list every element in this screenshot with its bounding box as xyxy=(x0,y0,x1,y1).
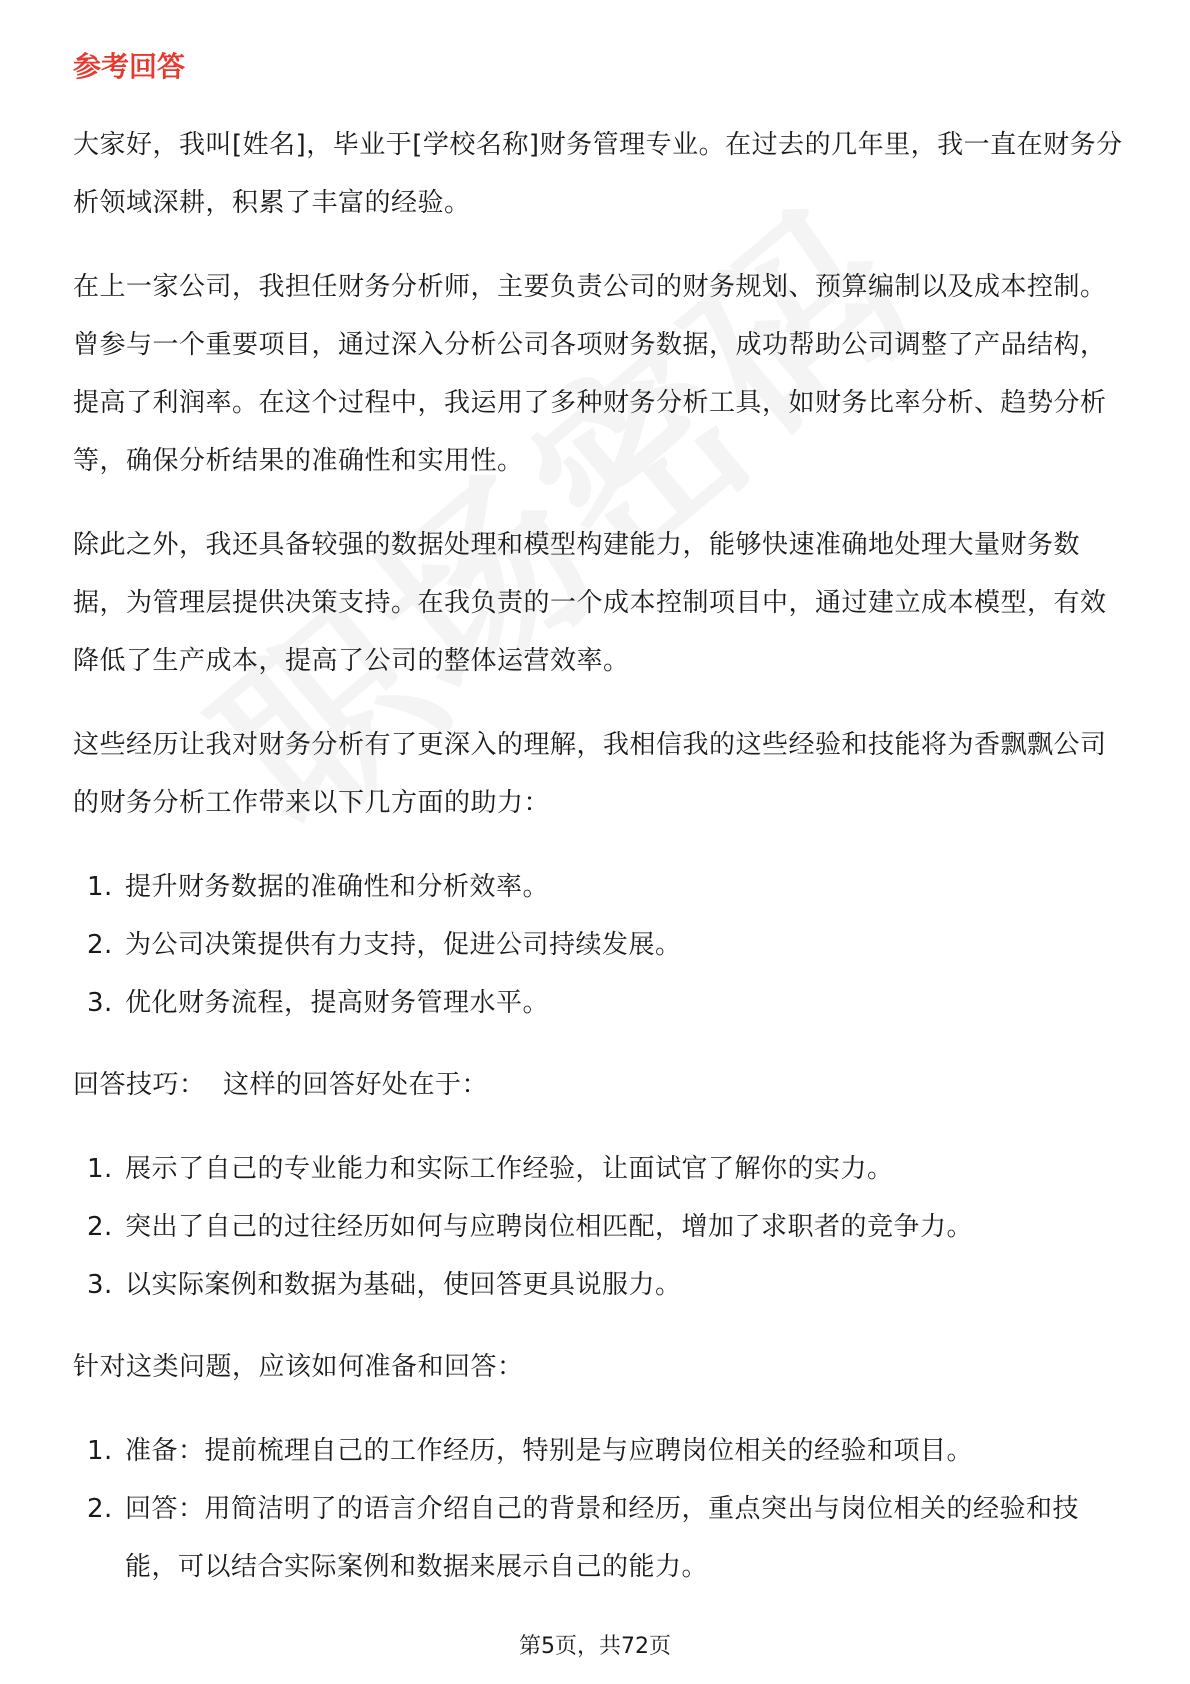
page-number: 第5页，共72页 xyxy=(519,1634,671,1659)
list-item: 1. 提升财务数据的准确性和分析效率。 xyxy=(87,872,550,902)
list-item: 2. 回答：用简洁明了的语言介绍自己的背景和经历，重点突出与岗位相关的经验和技能，可以结合实际案例和数据来展示自己的能力。 xyxy=(87,1494,1080,1582)
list-item: 1. 展示了自己的专业能力和实际工作经验，让面试官了解你的实力。 xyxy=(87,1154,894,1184)
paragraph-skills: 除此之外，我还具备较强的数据处理和模型构建能力，能够快速准确地处理大量财务数据，为管理层提供决策支持。在我负责的一个成本控制项目中，通过建立成本模型，有效降低了生产成本，提高了公司的整体运营效率。 xyxy=(73,530,1107,676)
paragraph-experience: 在上一家公司，我担任财务分析师，主要负责公司的财务规划、预算编制以及成本控制。曾参与一个重要项目，通过深入分析公司各项财务数据，成功帮助公司调整了产品结构，提高了利润率。在这个过程中，我运用了多种财务分析工具，如财务比率分析、趋势分析等，确保分析结果的准确性和实用性。 xyxy=(73,272,1107,476)
list-item: 3. 优化财务流程，提高财务管理水平。 xyxy=(87,988,550,1018)
tips-list xyxy=(73,1140,1123,1314)
list-item: 2. 为公司决策提供有力支持，促进公司持续发展。 xyxy=(87,930,682,960)
prep-title: 针对这类问题，应该如何准备和回答： xyxy=(73,1352,524,1382)
list-item: 2. 突出了自己的过往经历如何与应聘岗位相匹配，增加了求职者的竞争力。 xyxy=(87,1212,974,1242)
contribution-list xyxy=(73,858,1123,1032)
prep-list xyxy=(73,1422,1123,1596)
list-item: 3. 以实际案例和数据为基础，使回答更具说服力。 xyxy=(87,1270,682,1300)
list-item: 1. 准备：提前梳理自己的工作经历，特别是与应聘岗位相关的经验和项目。 xyxy=(87,1436,974,1466)
section-heading: 参考回答 xyxy=(73,50,186,83)
paragraph-intro: 大家好，我叫[姓名]，毕业于[学校名称]财务管理专业。在过去的几年里，我一直在财务分析领域深耕，积累了丰富的经验。 xyxy=(73,130,1123,218)
document-body xyxy=(73,48,1123,1620)
tips-title: 回答技巧： 这样的回答好处在于： xyxy=(73,1070,489,1100)
paragraph-contribution: 这些经历让我对财务分析有了更深入的理解，我相信我的这些经验和技能将为香飘飘公司的财务分析工作带来以下几方面的助力： xyxy=(73,730,1107,818)
